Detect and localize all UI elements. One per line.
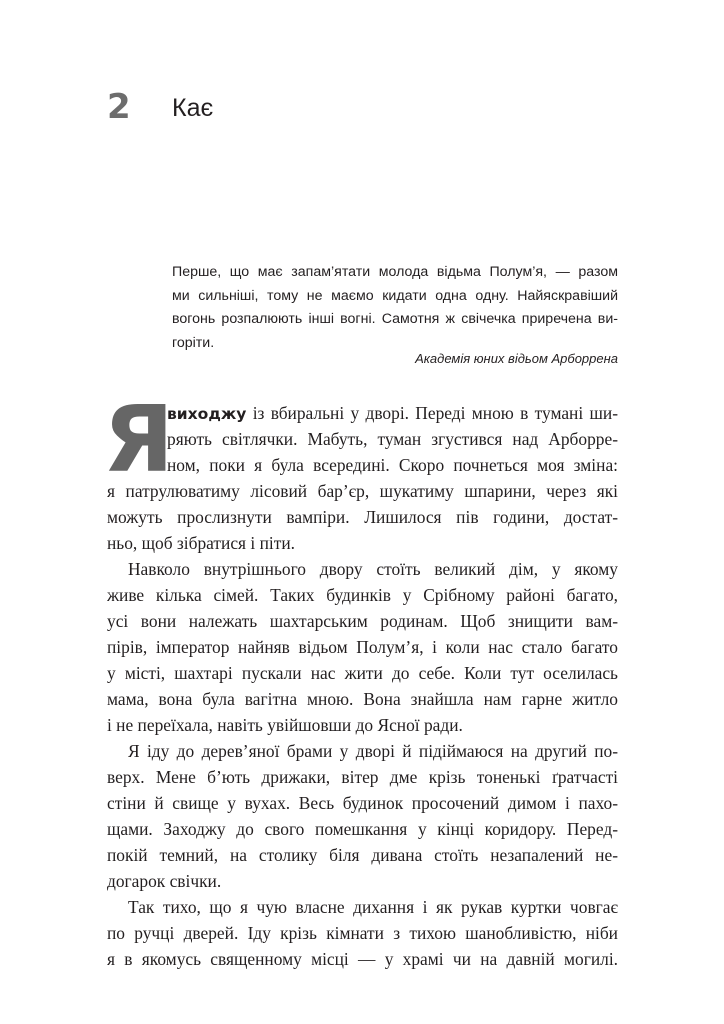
body-line: Я іду до дерев’яної брами у дворі й підіймаюся на другий по- <box>128 741 618 761</box>
epigraph-line: вогонь розпалюють інші вогні. Самотня ж свічечка приречена ви- <box>172 311 618 328</box>
body-line: ньо, щоб зібратися і піти. <box>107 533 295 553</box>
body-line: щами. Заходжу до свого помешкання у кінці коридору. Перед- <box>107 819 618 839</box>
body-line: у місті, шахтарі пускали нас жити до себе. Коли тут оселилась <box>107 663 618 683</box>
body-line: усі вони належать шахтарським родинам. Щоб знищити вам- <box>107 611 618 631</box>
body-line: можуть прослизнути вампіри. Лишилося пів години, достат- <box>107 507 618 527</box>
body-line: по ручці дверей. Іду крізь кімнати з тихою шанобливістю, ніби <box>107 923 618 943</box>
body-line: догарок свічки. <box>107 871 222 891</box>
body-line: я в якомусь священному місці — у храмі чи на давній могилі. <box>107 949 618 969</box>
epigraph <box>172 261 618 355</box>
lead-word: виходжу <box>167 405 247 423</box>
body-line: Навколо внутрішнього двору стоїть великий дім, у якому <box>128 559 618 579</box>
body-line-text: із вбиральні у дворі. Переді мною в тумані ши- <box>246 403 618 423</box>
epigraph-source: Академія юних відьом Арборрена <box>415 351 618 366</box>
body-line <box>107 400 618 426</box>
body-line: пірів, імператор найняв відьом Полум’я, і коли нас стало багато <box>107 637 618 657</box>
body-line: мама, вона була вагітна мною. Вона знайшла нам гарне житло <box>107 689 618 709</box>
epigraph-line: горіти. <box>172 334 215 351</box>
body-line: стіни й свище у вухах. Весь будинок просочений димом і пахо- <box>107 793 618 813</box>
body-line: живе кілька сімей. Таких будинків у Срібному районі багато, <box>107 585 618 605</box>
body-line: ном, поки я була всередині. Скоро почнеться моя зміна: <box>167 455 618 475</box>
body-line: Так тихо, що я чую власне дихання і як рукав куртки човгає <box>128 897 618 917</box>
chapter-number: 2 <box>107 87 131 127</box>
body-line: верх. Мене б’ють дрижаки, вітер дме крізь тоненькі ґратчасті <box>107 767 618 787</box>
body-line: і не переїхала, навіть увійшовши до Ясної ради. <box>107 715 463 735</box>
chapter-body <box>107 400 618 972</box>
body-line: ряють світлячки. Мабуть, туман згустився над Арборре- <box>167 429 618 449</box>
chapter-title: Кає <box>172 94 214 122</box>
epigraph-line: ми сильніші, тому не маємо кидати одна одну. Найяскравіший <box>172 287 618 304</box>
epigraph-line: Перше, що має запам’ятати молода відьма Полум’я, — разом <box>172 264 618 280</box>
drop-cap: Я <box>103 386 174 493</box>
body-line: я патрулюватиму лісовий бар’єр, шукатиму шпарини, через які <box>107 481 618 501</box>
body-line: покій темний, на столику біля дивана стоїть незапалений не- <box>107 845 618 865</box>
